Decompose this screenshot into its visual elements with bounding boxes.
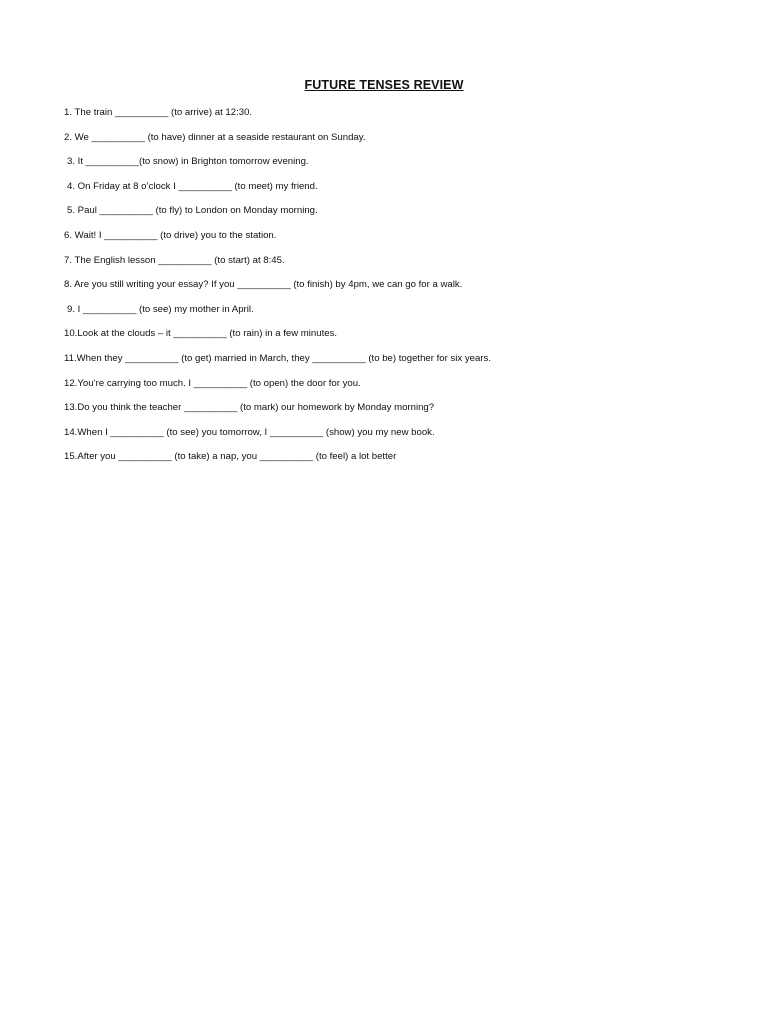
exercise-item-12: 12.You’re carrying too much. I __________ (to open) the door for you. (64, 377, 361, 389)
exercise-item-3: 3. It __________(to snow) in Brighton tomorrow evening. (67, 156, 309, 168)
exercise-item-14: 14.When I __________ (to see) you tomorrow, I __________ (show) you my new book. (64, 426, 435, 438)
worksheet-title: FUTURE TENSES REVIEW (304, 78, 464, 92)
exercise-item-10: 10.Look at the clouds – it __________ (to rain) in a few minutes. (64, 328, 338, 340)
exercise-item-7: 7. The English lesson __________ (to start) at 8:45. (64, 254, 285, 266)
exercise-item-6: 6. Wait! I __________ (to drive) you to the station. (64, 229, 277, 241)
exercise-item-13: 13.Do you think the teacher __________ (to mark) our homework by Monday morning? (64, 402, 435, 414)
exercise-item-9: 9. I __________ (to see) my mother in April. (67, 303, 254, 315)
exercise-item-2: 2. We __________ (to have) dinner at a seaside restaurant on Sunday. (64, 131, 366, 143)
exercise-item-8: 8. Are you still writing your essay? If you __________ (to finish) by 4pm, we can go for a walk. (64, 279, 463, 291)
exercise-item-11: 11.When they __________ (to get) married in March, they __________ (to be) together for six years. (64, 352, 491, 364)
exercise-list (64, 106, 724, 475)
exercise-item-1: 1. The train __________ (to arrive) at 12:30. (64, 107, 253, 118)
exercise-item-15: 15.After you __________ (to take) a nap, you __________ (to feel) a lot better (64, 451, 397, 463)
exercise-item-4: 4. On Friday at 8 o’clock I __________ (to meet) my friend. (67, 180, 318, 192)
exercise-item-5: 5. Paul __________ (to fly) to London on Monday morning. (67, 205, 318, 217)
